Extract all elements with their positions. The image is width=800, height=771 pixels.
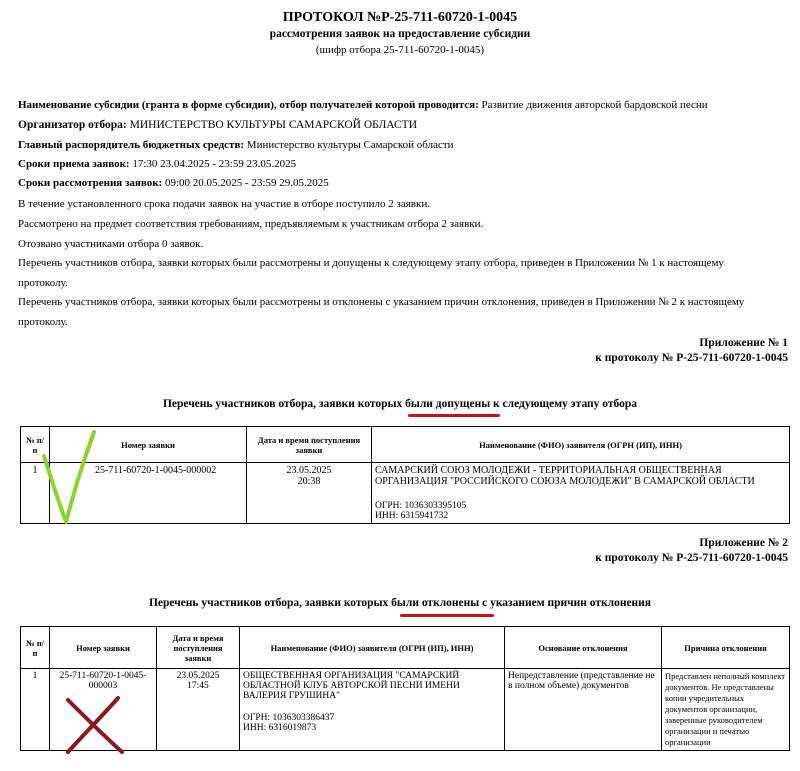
protocol-title: ПРОТОКОЛ №Р-25-711-60720-1-0045 — [282, 10, 518, 25]
applicant-name: САМАРСКИЙ СОЮЗ МОЛОДЕЖИ - ТЕРРИТОРИАЛЬНАЯ ОБЩЕСТВЕННАЯ ОРГАНИЗАЦИЯ "РОССИЙСКОГО СОЮЗА МОЛОДЕЖИ" В САМАРСКОЙ ОБЛАСТИ — [375, 465, 755, 487]
rejection-basis: Непредставление (представление не в полном объеме) документов — [505, 669, 662, 751]
col-number: Номер заявки — [50, 627, 157, 669]
application-number: 25-711-60720-1-0045-000003 — [50, 669, 157, 751]
row-num: 1 — [21, 669, 50, 751]
organizer-label: Организатор отбора: — [18, 119, 127, 131]
col-applicant: Наименование (ФИО) заявителя (ОГРН (ИП), ИНН) — [240, 627, 505, 669]
appendix2-section-title: Перечень участников отбора, заявки которых были отклонены с указанием причин отклонения — [148, 597, 652, 609]
protocol-subtitle: рассмотрения заявок на предоставление субсидии — [269, 28, 531, 40]
col-reason: Причина отклонения — [662, 627, 790, 669]
applicant-inn: ИНН: 6315941732 — [375, 511, 449, 521]
applicant-ogrn: ОГРН: 1036303395105 — [375, 501, 467, 511]
col-number: Номер заявки — [50, 427, 247, 463]
review-period-value: 09:00 20.05.2025 - 23:59 29.05.2025 — [164, 177, 329, 189]
reviewed-text: Рассмотрено на предмет соответствия требованиям, предъявляемым к участникам отбора 2 заявки. — [18, 218, 484, 230]
row-num: 1 — [21, 463, 50, 524]
appendix2-title: Приложение № 2 — [699, 537, 788, 549]
withdrawn-text: Отозвано участниками отбора 0 заявок. — [18, 238, 204, 250]
submission-time: 20:38 — [297, 476, 321, 487]
submission-date: 23.05.2025 — [176, 671, 220, 681]
subsidy-value: Развитие движения авторской бардовской песни — [481, 99, 708, 111]
applicant-ogrn: ОГРН: 1036303386437 — [243, 713, 335, 723]
admitted-list-text: Перечень участников отбора, заявки которых были рассмотрены и допущены к следующему этапу отбора, приведен в Приложении № 1 к настоящему протоколу. — [18, 257, 724, 289]
review-period-label: Сроки рассмотрения заявок: — [18, 177, 163, 189]
submission-time: 17:45 — [187, 681, 209, 691]
col-applicant: Наименование (ФИО) заявителя (ОГРН (ИП), ИНН) — [372, 427, 790, 463]
received-text: В течение установленного срока подачи заявок на участие в отборе поступило 2 заявки. — [18, 198, 430, 210]
submission-date: 23.05.2025 — [286, 465, 332, 476]
rejected-list-text: Перечень участников отбора, заявки которых были рассмотрены и отклонены с указанием причин отклонения, приведен в Приложении № 2 к настоящему протоколу. — [18, 296, 745, 328]
appendix1-title: Приложение № 1 — [699, 337, 788, 349]
accept-period-label: Сроки приема заявок: — [18, 158, 130, 170]
manager-value: Министерство культуры Самарской области — [246, 139, 454, 151]
rejection-reason: Представлен неполный комплект документов. Не представлены копии учредительных документов организации, заверенные руководителем организации и печатью организации — [662, 669, 790, 751]
subsidy-label: Наименование субсидии (гранта в форме субсидии), отбор получателей которой проводится: — [18, 99, 479, 111]
appendix2-protocol-ref: к протоколу № Р-25-711-60720-1-0045 — [595, 552, 788, 564]
col-num: № п/п — [21, 627, 50, 669]
appendix1-protocol-ref: к протоколу № Р-25-711-60720-1-0045 — [595, 352, 788, 364]
col-basis: Основание отклонения — [505, 627, 662, 669]
accept-period-value: 17:30 23.04.2025 - 23:59 23.05.2025 — [132, 158, 297, 170]
application-number: 25-711-60720-1-0045-000002 — [50, 463, 247, 524]
appendix1-section-title: Перечень участников отбора, заявки которых были допущены к следующему этапу отбора — [162, 398, 638, 410]
col-num: № п/п — [21, 427, 50, 463]
manager-label: Главный распорядитель бюджетных средств: — [18, 139, 245, 151]
col-date: Дата и время поступления заявки — [247, 427, 372, 463]
col-date: Дата и время поступления заявки — [157, 627, 240, 669]
selection-code: (шифр отбора 25-711-60720-1-0045) — [315, 44, 485, 56]
applicant-name: ОБЩЕСТВЕННАЯ ОРГАНИЗАЦИЯ "САМАРСКИЙ ОБЛАСТНОЙ КЛУБ АВТОРСКОЙ ПЕСНИ ИМЕНИ ВАЛЕРИЯ ГРУШИНА" — [243, 671, 460, 701]
applicant-inn: ИНН: 6316019873 — [243, 723, 317, 733]
organizer-value: МИНИСТЕРСТВО КУЛЬТУРЫ САМАРСКОЙ ОБЛАСТИ — [129, 119, 418, 131]
